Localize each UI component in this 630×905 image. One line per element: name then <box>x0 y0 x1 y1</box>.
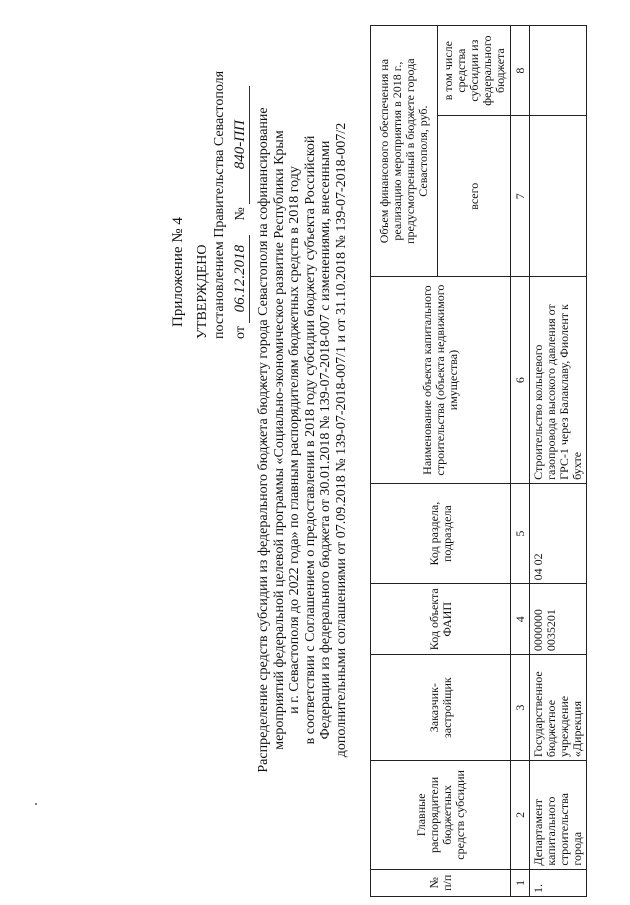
column-number: 8 <box>511 26 530 116</box>
header-distributor: Главные распорядители бюджетных средств субсидии <box>371 761 511 869</box>
row-customer: Государственное бюджетное учреждение «Дирекция <box>530 655 587 761</box>
title-line: Федерации из федерального бюджета от 30.01.2018 № 139-07-2018-007 с изменениями, внесенными <box>318 140 333 740</box>
column-number: 3 <box>511 655 530 761</box>
subsidy-distribution-table <box>370 25 587 897</box>
row-total <box>530 116 587 277</box>
header-section-code: Код раздела, подраздела <box>371 483 511 583</box>
header-faip-code: Код объекта ФАИП <box>371 584 511 655</box>
header-subsidy: в том числе средства субсидии из федерального бюджета <box>438 26 511 116</box>
column-number-row <box>511 26 530 897</box>
table-row <box>530 26 587 897</box>
row-distributor: Департамент капитального строительства города <box>530 761 587 869</box>
approved-label: УТВЕРЖДЕНО <box>195 244 210 339</box>
number-prefix: № <box>233 207 248 221</box>
title-line: и г. Севастополя до 2022 года» по главным распорядителям бюджетных средств в 2018 году <box>287 166 302 714</box>
header-funding-volume: Объем финансового обеспечения на реализацию мероприятия в 2018 г., предусмотренный в бюджете города Севастополя, руб. <box>371 26 438 277</box>
column-number: 7 <box>511 116 530 277</box>
header-row <box>371 26 438 897</box>
document-title <box>256 25 349 855</box>
title-line: в соответствии с Соглашением о предоставлении в 2018 году субсидии бюджету субъекта Российской <box>302 135 318 745</box>
header-customer: Заказчик-застройщик <box>371 655 511 761</box>
handwritten-number: 840-ПП <box>232 86 250 204</box>
column-number: 4 <box>511 584 530 655</box>
row-object-name: Строительство кольцевого газопровода высокого давления от ГРС-1 через Балаклаву, Фиолент к бухте <box>530 277 587 484</box>
header-number: № п/п <box>371 869 511 896</box>
handwritten-date: 06.12.2018 <box>232 235 250 323</box>
row-faip-code: 0000000 0035201 <box>530 584 587 655</box>
row-section-code: 04 02 <box>530 483 587 583</box>
column-number: 6 <box>511 277 530 484</box>
row-subsidy <box>530 26 587 116</box>
header-total: всего <box>438 116 511 277</box>
column-number: 1 <box>511 869 530 896</box>
column-number: 5 <box>511 483 530 583</box>
approved-by-label: постановлением Правительства Севастополя <box>212 70 227 339</box>
approval-date-number-line <box>232 86 250 339</box>
title-line: дополнительными соглашениями от 07.09.2018 № 139-07-2018-007/1 и от 31.10.2018 № 139-07-2018-007/2 <box>333 122 349 758</box>
header-object-name: Наименование объекта капитального строительства (объекта недвижимого имущества) <box>371 277 511 484</box>
title-line: Распределение средств субсидии из федерального бюджета бюджету города Севастополя на софинансирование <box>256 107 271 773</box>
scan-speck <box>35 803 37 805</box>
appendix-label: Приложение № 4 <box>170 217 186 327</box>
title-line: мероприятий федеральной целевой программы «Социально-экономическое развитие Республики Крым <box>271 130 287 750</box>
date-prefix: от <box>233 326 248 339</box>
column-number: 2 <box>511 761 530 869</box>
row-number: 1. <box>530 869 587 896</box>
